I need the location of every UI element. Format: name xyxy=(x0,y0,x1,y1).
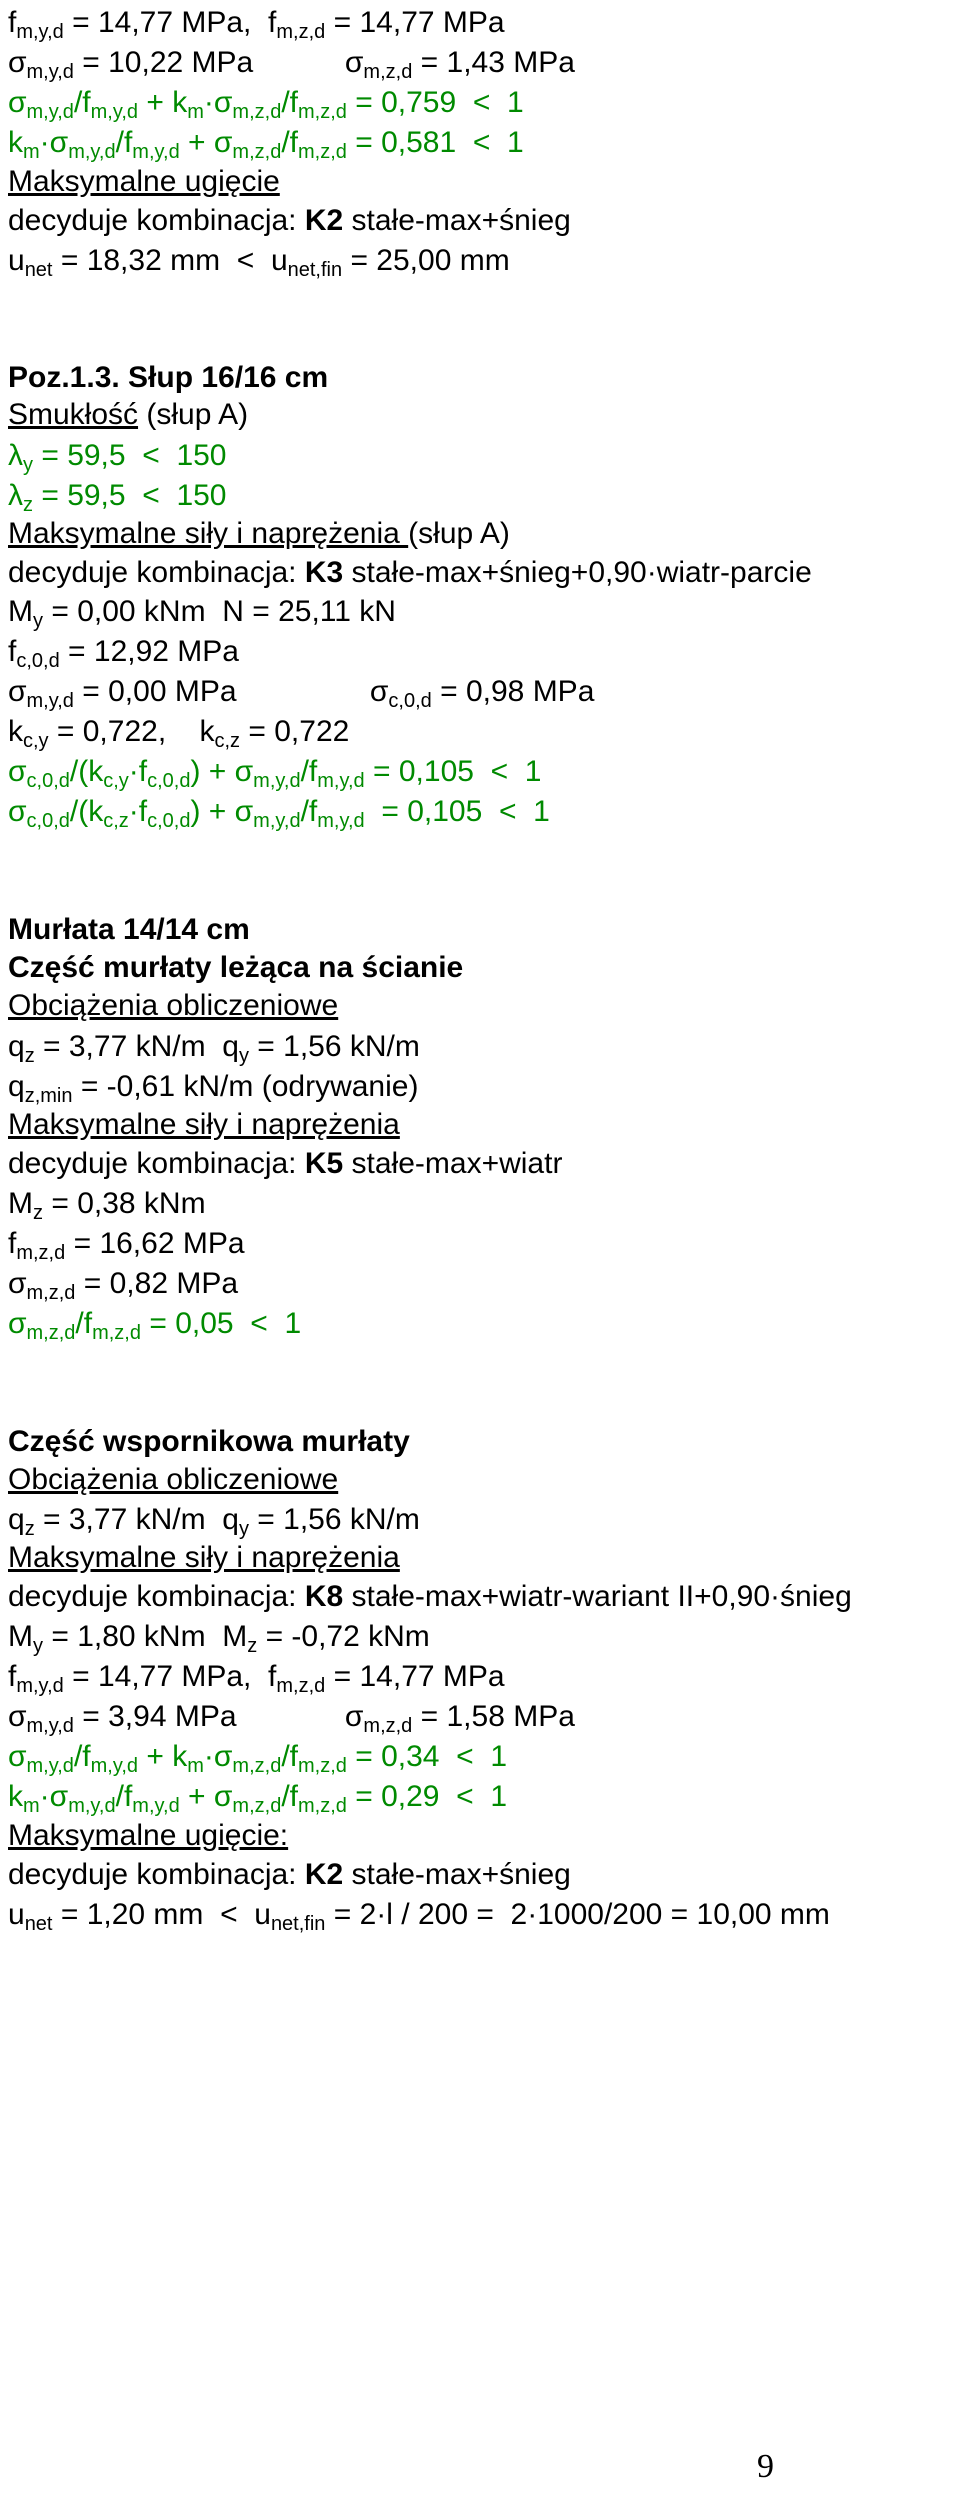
loads-header-murlata: Obciążenia obliczeniowe xyxy=(8,989,339,1022)
q-line-murlata: $q_z = 3,77$ kN/m $q_y = 1,56$ kN/m xyxy=(8,1030,420,1067)
decides-combination-pos-1-3: decyduje kombinacja: K3 stałe-max+śnieg+0,90·wiatr-parcie xyxy=(8,556,812,589)
moments-line-cantilever: $M_y = 1,80$ kNm $M_z = -0,72$ kNm xyxy=(8,1620,430,1657)
forces-header-pos-1-3: Maksymalne siły i naprężenia (słup A) xyxy=(8,517,510,550)
check-line-murlata: $\sigma_{m,z,d}/f_{m,z,d} = 0,05 < 1$ xyxy=(8,1307,302,1344)
qmin-line: $q_{z,min} = -0,61$ kN/m (odrywanie) xyxy=(8,1070,419,1107)
section-title-pos-1-3: Poz.1.3. Słup 16/16 cm xyxy=(8,361,329,394)
decides-combination-murlata: decyduje kombinacja: K5 stałe-max+wiatr xyxy=(8,1147,563,1180)
deflection-check-cantilever: $u_{net} = 1,20$ mm < $u_{net,fin} = 2\cdot l / 200 = 2\cdot 1000/200 = 10,00$ mm xyxy=(8,1898,830,1935)
kc-line: $k_{c,y} = 0,722$, $k_{c,z} = 0,722$ xyxy=(8,715,350,752)
check-line-pos-1-3-2: $\sigma_{c,0,d}/(k_{c,z}\cdot f_{c,0,d}) + \sigma_{m,y,d}/f_{m,y,d} = 0,105 < 1$ xyxy=(8,795,550,832)
slenderness-header: Smukłość (słup A) xyxy=(8,398,249,431)
check-line-1: $\sigma_{m,y,d}/f_{m,y,d} + k_m\cdot\sigma_{m,z,d}/f_{m,z,d} = 0,759 < 1$ xyxy=(8,86,524,123)
deflection-header-cantilever: Maksymalne ugięcie: xyxy=(8,1819,289,1852)
deflection-check: $u_{net} = 18,32$ mm < $u_{net,fin} = 25,00$ mm xyxy=(8,244,510,281)
fc0d-line: $f_{c,0,d} = 12,92$ MPa xyxy=(8,635,239,672)
moment-force-line: $M_y = 0,00$ kNm N = 25,11 kN xyxy=(8,595,396,632)
section-title-murlata: Murłata 14/14 cm xyxy=(8,913,250,946)
check-line-pos-1-3-1: $\sigma_{c,0,d}/(k_{c,y}\cdot f_{c,0,d}) + \sigma_{m,y,d}/f_{m,y,d} = 0,105 < 1$ xyxy=(8,755,542,792)
section-subtitle-wall-part: Część murłaty leżąca na ścianie xyxy=(8,951,464,984)
page-number: 9 xyxy=(757,2448,774,2485)
forces-header-murlata: Maksymalne siły i naprężenia xyxy=(8,1108,400,1141)
f-values-line: $f_{m,y,d} = 14,77$ MPa, $f_{m,z,d} = 14,77$ MPa xyxy=(8,6,505,43)
lambda-z-line: $\lambda_z = 59,5 < 150$ xyxy=(8,479,227,516)
q-line-cantilever: $q_z = 3,77$ kN/m $q_y = 1,56$ kN/m xyxy=(8,1503,420,1540)
section-title-cantilever: Część wspornikowa murłaty xyxy=(8,1425,410,1458)
check-line-2: $k_m\cdot\sigma_{m,y,d}/f_{m,y,d} + \sigma_{m,z,d}/f_{m,z,d} = 0,581 < 1$ xyxy=(8,126,524,163)
fmzd-line-murlata: $f_{m,z,d} = 16,62$ MPa xyxy=(8,1227,245,1264)
sigma-line: $\sigma_{m,y,d} = 10,22$ MPa $\sigma_{m,z,d} = 1,43$ MPa xyxy=(8,46,575,83)
sigma-line-murlata: $\sigma_{m,z,d} = 0,82$ MPa xyxy=(8,1267,239,1304)
forces-header-cantilever: Maksymalne siły i naprężenia xyxy=(8,1541,400,1574)
check-line-cantilever-2: $k_m\cdot\sigma_{m,y,d}/f_{m,y,d} + \sigma_{m,z,d}/f_{m,z,d} = 0,29 < 1$ xyxy=(8,1780,508,1817)
lambda-y-line: $\lambda_y = 59,5 < 150$ xyxy=(8,439,227,476)
f-values-line-cantilever: $f_{m,y,d} = 14,77$ MPa, $f_{m,z,d} = 14,77$ MPa xyxy=(8,1660,505,1697)
sigma-line-pos-1-3: $\sigma_{m,y,d} = 0,00$ MPa $\sigma_{c,0,d} = 0,98$ MPa xyxy=(8,675,595,712)
decides-deflection-cantilever: decyduje kombinacja: K2 stałe-max+śnieg xyxy=(8,1858,571,1891)
check-line-cantilever-1: $\sigma_{m,y,d}/f_{m,y,d} + k_m\cdot\sigma_{m,z,d}/f_{m,z,d} = 0,34 < 1$ xyxy=(8,1740,508,1777)
max-deflection-header: Maksymalne ugięcie xyxy=(8,165,280,198)
decides-combination-cantilever: decyduje kombinacja: K8 stałe-max+wiatr-wariant II+0,90·śnieg xyxy=(8,1580,852,1613)
moment-line-murlata: $M_z = 0,38$ kNm xyxy=(8,1187,206,1224)
decides-combination: decyduje kombinacja: K2 stałe-max+śnieg xyxy=(8,204,571,237)
sigma-line-cantilever: $\sigma_{m,y,d} = 3,94$ MPa $\sigma_{m,z,d} = 1,58$ MPa xyxy=(8,1700,575,1737)
loads-header-cantilever: Obciążenia obliczeniowe xyxy=(8,1463,339,1496)
